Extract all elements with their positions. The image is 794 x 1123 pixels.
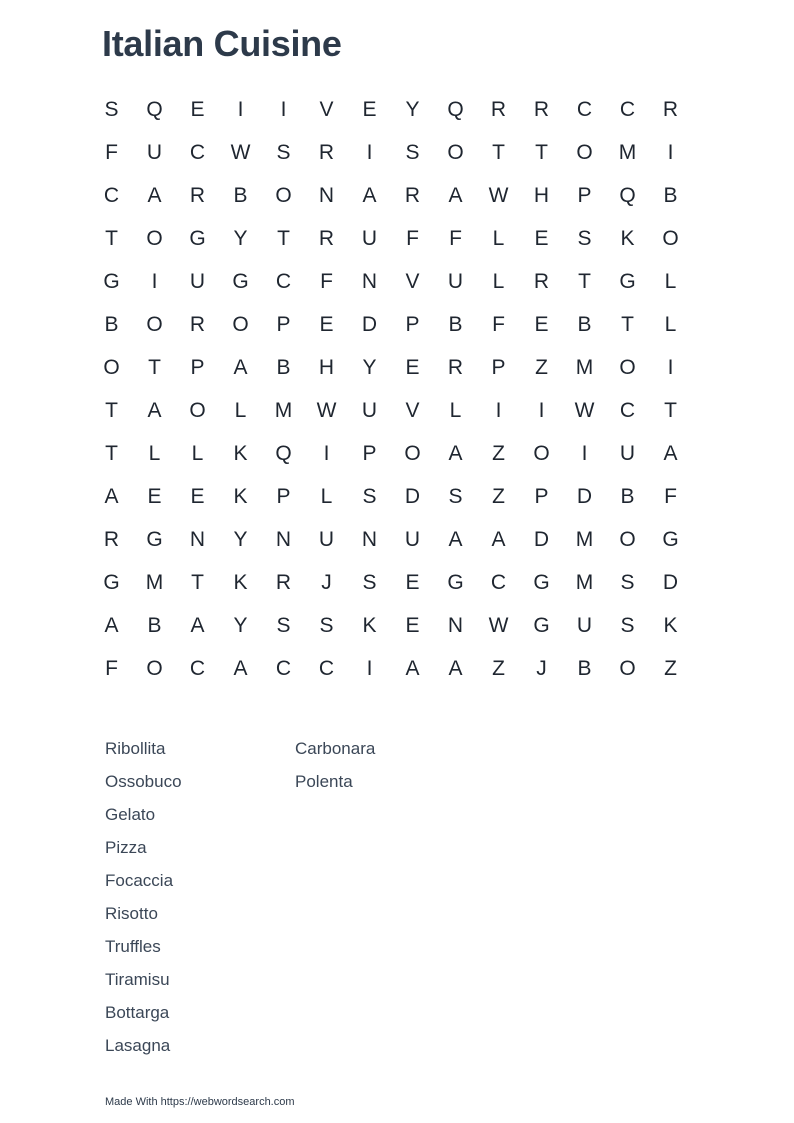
grid-letter[interactable]: V bbox=[405, 398, 420, 422]
grid-letter[interactable]: S bbox=[405, 140, 420, 164]
grid-letter[interactable]: G bbox=[619, 269, 636, 293]
grid-letter[interactable]: L bbox=[664, 312, 677, 336]
grid-letter[interactable]: R bbox=[490, 97, 507, 121]
grid-letter[interactable]: E bbox=[534, 226, 549, 250]
grid-letter[interactable]: N bbox=[318, 183, 335, 207]
grid-letter[interactable]: E bbox=[405, 570, 420, 594]
grid-letter[interactable]: R bbox=[533, 97, 550, 121]
grid-letter[interactable]: O bbox=[103, 355, 120, 379]
grid-letter[interactable]: C bbox=[318, 656, 335, 680]
grid-letter[interactable]: U bbox=[361, 226, 378, 250]
grid-letter[interactable]: O bbox=[146, 312, 163, 336]
grid-letter[interactable]: L bbox=[492, 269, 505, 293]
grid-letter[interactable]: I bbox=[581, 441, 588, 465]
grid-letter[interactable]: S bbox=[276, 140, 291, 164]
grid-letter[interactable]: L bbox=[449, 398, 462, 422]
grid-letter[interactable]: W bbox=[574, 398, 595, 422]
grid-letter[interactable]: L bbox=[664, 269, 677, 293]
grid-letter[interactable]: K bbox=[620, 226, 635, 250]
word-list-item: Polenta bbox=[295, 772, 353, 791]
grid-letter[interactable]: E bbox=[190, 484, 205, 508]
grid-letter[interactable]: P bbox=[405, 312, 420, 336]
grid-letter[interactable]: B bbox=[577, 312, 592, 336]
grid-letter[interactable]: M bbox=[575, 570, 594, 594]
grid-letter[interactable]: T bbox=[492, 140, 505, 164]
grid-letter[interactable]: B bbox=[276, 355, 291, 379]
grid-letter[interactable]: S bbox=[620, 570, 635, 594]
word-list-item: Ribollita bbox=[105, 739, 166, 758]
grid-letter[interactable]: S bbox=[362, 570, 377, 594]
grid-letter[interactable]: Y bbox=[233, 527, 248, 551]
grid-letter[interactable]: E bbox=[190, 97, 205, 121]
grid-letter[interactable]: J bbox=[321, 570, 332, 594]
grid-letter[interactable]: S bbox=[448, 484, 463, 508]
grid-letter[interactable]: O bbox=[189, 398, 206, 422]
grid-letter[interactable]: R bbox=[662, 97, 679, 121]
footer-credit: Made With https://webwordsearch.com bbox=[105, 1096, 295, 1108]
grid-letter[interactable]: S bbox=[276, 613, 291, 637]
grid-letter[interactable]: G bbox=[146, 527, 163, 551]
grid-letter[interactable]: O bbox=[576, 140, 593, 164]
grid-letter[interactable]: U bbox=[404, 527, 421, 551]
word-list-item: Bottarga bbox=[105, 1003, 170, 1022]
grid-letter[interactable]: I bbox=[366, 140, 373, 164]
grid-letter[interactable]: U bbox=[447, 269, 464, 293]
grid-letter[interactable]: U bbox=[318, 527, 335, 551]
grid-letter[interactable]: T bbox=[578, 269, 591, 293]
letter-grid bbox=[90, 88, 692, 690]
grid-letter[interactable]: G bbox=[662, 527, 679, 551]
grid-letter[interactable]: T bbox=[105, 398, 118, 422]
word-list-item: Pizza bbox=[105, 838, 147, 857]
grid-letter[interactable]: P bbox=[190, 355, 205, 379]
grid-letter[interactable]: M bbox=[274, 398, 293, 422]
grid-letter[interactable]: A bbox=[362, 183, 377, 207]
grid-letter[interactable]: H bbox=[318, 355, 335, 379]
grid-letter[interactable]: V bbox=[319, 97, 334, 121]
grid-letter[interactable]: T bbox=[277, 226, 290, 250]
grid-letter[interactable]: P bbox=[276, 312, 291, 336]
grid-letter[interactable]: Z bbox=[535, 355, 548, 379]
grid-letter[interactable]: F bbox=[664, 484, 677, 508]
grid-letter[interactable]: Z bbox=[492, 441, 505, 465]
grid-letter[interactable]: E bbox=[362, 97, 377, 121]
grid-letter[interactable]: G bbox=[189, 226, 206, 250]
grid-letter[interactable]: E bbox=[147, 484, 162, 508]
grid-letter[interactable]: V bbox=[405, 269, 420, 293]
grid-letter[interactable]: B bbox=[620, 484, 635, 508]
grid-letter[interactable]: A bbox=[448, 527, 463, 551]
grid-letter[interactable]: W bbox=[316, 398, 337, 422]
grid-letter[interactable]: K bbox=[663, 613, 678, 637]
grid-letter[interactable]: E bbox=[534, 312, 549, 336]
grid-letter[interactable]: W bbox=[488, 183, 509, 207]
grid-letter[interactable]: I bbox=[667, 355, 674, 379]
grid-letter[interactable]: A bbox=[104, 484, 119, 508]
grid-letter[interactable]: T bbox=[105, 226, 118, 250]
grid-letter[interactable]: S bbox=[620, 613, 635, 637]
grid-letter[interactable]: O bbox=[146, 226, 163, 250]
grid-letter[interactable]: T bbox=[535, 140, 548, 164]
grid-letter[interactable]: L bbox=[234, 398, 247, 422]
grid-letter[interactable]: Q bbox=[275, 441, 292, 465]
grid-letter[interactable]: T bbox=[664, 398, 677, 422]
grid-letter[interactable]: P bbox=[276, 484, 291, 508]
grid-letter[interactable]: K bbox=[362, 613, 377, 637]
word-list-item: Gelato bbox=[105, 805, 156, 824]
grid-letter[interactable]: C bbox=[189, 140, 206, 164]
grid-letter[interactable]: Z bbox=[492, 656, 505, 680]
grid-letter[interactable]: C bbox=[275, 269, 292, 293]
word-list-item: Carbonara bbox=[295, 739, 376, 758]
grid-letter[interactable]: M bbox=[575, 527, 594, 551]
grid-letter[interactable]: L bbox=[148, 441, 161, 465]
word-list-item: Lasagna bbox=[105, 1036, 171, 1055]
grid-letter[interactable]: R bbox=[533, 269, 550, 293]
grid-letter[interactable]: A bbox=[147, 183, 162, 207]
grid-letter[interactable]: G bbox=[103, 269, 120, 293]
grid-letter[interactable]: S bbox=[577, 226, 592, 250]
grid-letter[interactable]: G bbox=[533, 613, 550, 637]
grid-letter[interactable]: G bbox=[533, 570, 550, 594]
grid-letter[interactable]: A bbox=[448, 656, 463, 680]
grid-letter[interactable]: C bbox=[576, 97, 593, 121]
grid-letter[interactable]: F bbox=[449, 226, 462, 250]
grid-letter[interactable]: J bbox=[536, 656, 547, 680]
grid-letter[interactable]: S bbox=[104, 97, 119, 121]
grid-letter[interactable]: U bbox=[146, 140, 163, 164]
word-list-item: Ossobuco bbox=[105, 772, 182, 791]
grid-letter[interactable]: C bbox=[103, 183, 120, 207]
grid-letter[interactable]: I bbox=[366, 656, 373, 680]
grid-letter[interactable]: A bbox=[663, 441, 678, 465]
grid-letter[interactable]: I bbox=[151, 269, 158, 293]
grid-letter[interactable]: A bbox=[448, 441, 463, 465]
grid-letter[interactable]: A bbox=[233, 355, 248, 379]
grid-letter[interactable]: R bbox=[404, 183, 421, 207]
grid-letter[interactable]: B bbox=[233, 183, 248, 207]
grid-letter[interactable]: U bbox=[189, 269, 206, 293]
grid-letter[interactable]: I bbox=[323, 441, 330, 465]
grid-letter[interactable]: F bbox=[320, 269, 333, 293]
grid-letter[interactable]: A bbox=[190, 613, 205, 637]
grid-letter[interactable]: I bbox=[538, 398, 545, 422]
grid-letter[interactable]: O bbox=[619, 355, 636, 379]
grid-letter[interactable]: O bbox=[275, 183, 292, 207]
grid-letter[interactable]: N bbox=[361, 527, 378, 551]
grid-letter[interactable]: Z bbox=[492, 484, 505, 508]
grid-letter[interactable]: W bbox=[230, 140, 251, 164]
page-title: Italian Cuisine bbox=[102, 23, 342, 64]
grid-letter[interactable]: R bbox=[189, 312, 206, 336]
grid-letter[interactable]: Y bbox=[233, 226, 248, 250]
grid-letter[interactable]: T bbox=[191, 570, 204, 594]
grid-letter[interactable]: R bbox=[275, 570, 292, 594]
grid-letter[interactable]: O bbox=[619, 656, 636, 680]
grid-letter[interactable]: L bbox=[492, 226, 505, 250]
grid-letter[interactable]: M bbox=[145, 570, 164, 594]
grid-letter[interactable]: H bbox=[533, 183, 550, 207]
grid-letter[interactable]: T bbox=[105, 441, 118, 465]
grid-letter[interactable]: N bbox=[189, 527, 206, 551]
grid-letter[interactable]: A bbox=[491, 527, 506, 551]
grid-letter[interactable]: N bbox=[361, 269, 378, 293]
grid-letter[interactable]: I bbox=[667, 140, 674, 164]
grid-letter[interactable]: Q bbox=[146, 97, 163, 121]
grid-letter[interactable]: M bbox=[575, 355, 594, 379]
grid-letter[interactable]: O bbox=[404, 441, 421, 465]
grid-letter[interactable]: G bbox=[232, 269, 249, 293]
word-list-item: Focaccia bbox=[105, 871, 174, 890]
grid-letter[interactable]: T bbox=[148, 355, 161, 379]
grid-letter[interactable]: D bbox=[533, 527, 550, 551]
grid-letter[interactable]: K bbox=[233, 441, 248, 465]
grid-letter[interactable]: L bbox=[320, 484, 333, 508]
grid-letter[interactable]: F bbox=[105, 140, 118, 164]
grid-letter[interactable]: D bbox=[662, 570, 679, 594]
grid-letter[interactable]: B bbox=[448, 312, 463, 336]
grid-letter[interactable]: C bbox=[275, 656, 292, 680]
grid-letter[interactable]: U bbox=[619, 441, 636, 465]
grid-letter[interactable]: O bbox=[447, 140, 464, 164]
grid-letter[interactable]: N bbox=[275, 527, 292, 551]
grid-letter[interactable]: O bbox=[533, 441, 550, 465]
grid-letter[interactable]: K bbox=[233, 570, 248, 594]
grid-letter[interactable]: U bbox=[576, 613, 593, 637]
grid-letter[interactable]: R bbox=[447, 355, 464, 379]
grid-letter[interactable]: A bbox=[405, 656, 420, 680]
grid-letter[interactable]: O bbox=[146, 656, 163, 680]
grid-letter[interactable]: B bbox=[577, 656, 592, 680]
grid-letter[interactable]: Z bbox=[664, 656, 677, 680]
grid-letter[interactable]: A bbox=[448, 183, 463, 207]
grid-letter[interactable]: C bbox=[189, 656, 206, 680]
grid-letter[interactable]: T bbox=[621, 312, 634, 336]
grid-letter[interactable]: C bbox=[619, 398, 636, 422]
grid-letter[interactable]: R bbox=[103, 527, 120, 551]
grid-letter[interactable]: Y bbox=[405, 97, 420, 121]
grid-letter[interactable]: F bbox=[406, 226, 419, 250]
grid-letter[interactable]: C bbox=[490, 570, 507, 594]
grid-letter[interactable]: S bbox=[362, 484, 377, 508]
grid-letter[interactable]: O bbox=[662, 226, 679, 250]
grid-letter[interactable]: L bbox=[191, 441, 204, 465]
grid-letter[interactable]: A bbox=[147, 398, 162, 422]
grid-letter[interactable]: I bbox=[495, 398, 502, 422]
grid-letter[interactable]: I bbox=[237, 97, 244, 121]
grid-letter[interactable]: P bbox=[534, 484, 549, 508]
grid-letter[interactable]: P bbox=[491, 355, 506, 379]
grid-letter[interactable]: O bbox=[619, 527, 636, 551]
grid-letter[interactable]: C bbox=[619, 97, 636, 121]
word-list-item: Tiramisu bbox=[105, 970, 170, 989]
grid-letter[interactable]: Q bbox=[619, 183, 636, 207]
grid-letter[interactable]: B bbox=[147, 613, 162, 637]
grid-letter[interactable]: B bbox=[663, 183, 678, 207]
grid-letter[interactable]: G bbox=[447, 570, 464, 594]
grid-letter[interactable]: N bbox=[447, 613, 464, 637]
grid-letter[interactable]: D bbox=[576, 484, 593, 508]
grid-letter[interactable]: O bbox=[232, 312, 249, 336]
grid-letter[interactable]: R bbox=[318, 140, 335, 164]
word-list-item: Risotto bbox=[105, 904, 158, 923]
grid-letter[interactable]: P bbox=[577, 183, 592, 207]
grid-letter[interactable]: Y bbox=[362, 355, 377, 379]
grid-letter[interactable]: I bbox=[280, 97, 287, 121]
grid-letter[interactable]: Q bbox=[447, 97, 464, 121]
grid-letter[interactable]: M bbox=[618, 140, 637, 164]
grid-letter[interactable]: D bbox=[404, 484, 421, 508]
grid-letter[interactable]: F bbox=[105, 656, 118, 680]
word-list bbox=[105, 737, 485, 1067]
grid-letter[interactable]: R bbox=[318, 226, 335, 250]
grid-letter[interactable]: S bbox=[319, 613, 334, 637]
word-list-item: Truffles bbox=[105, 937, 161, 956]
grid-letter[interactable]: A bbox=[233, 656, 248, 680]
grid-letter[interactable]: G bbox=[103, 570, 120, 594]
grid-letter[interactable]: W bbox=[488, 613, 509, 637]
grid-letter[interactable]: A bbox=[104, 613, 119, 637]
grid-letter[interactable]: R bbox=[189, 183, 206, 207]
grid-letter[interactable]: P bbox=[362, 441, 377, 465]
grid-letter[interactable]: U bbox=[361, 398, 378, 422]
grid-letter[interactable]: F bbox=[492, 312, 505, 336]
grid-letter[interactable]: B bbox=[104, 312, 119, 336]
grid-letter[interactable]: K bbox=[233, 484, 248, 508]
grid-letter[interactable]: D bbox=[361, 312, 378, 336]
grid-letter[interactable]: E bbox=[319, 312, 334, 336]
grid-letter[interactable]: Y bbox=[233, 613, 248, 637]
grid-letter[interactable]: E bbox=[405, 613, 420, 637]
grid-letter[interactable]: E bbox=[405, 355, 420, 379]
